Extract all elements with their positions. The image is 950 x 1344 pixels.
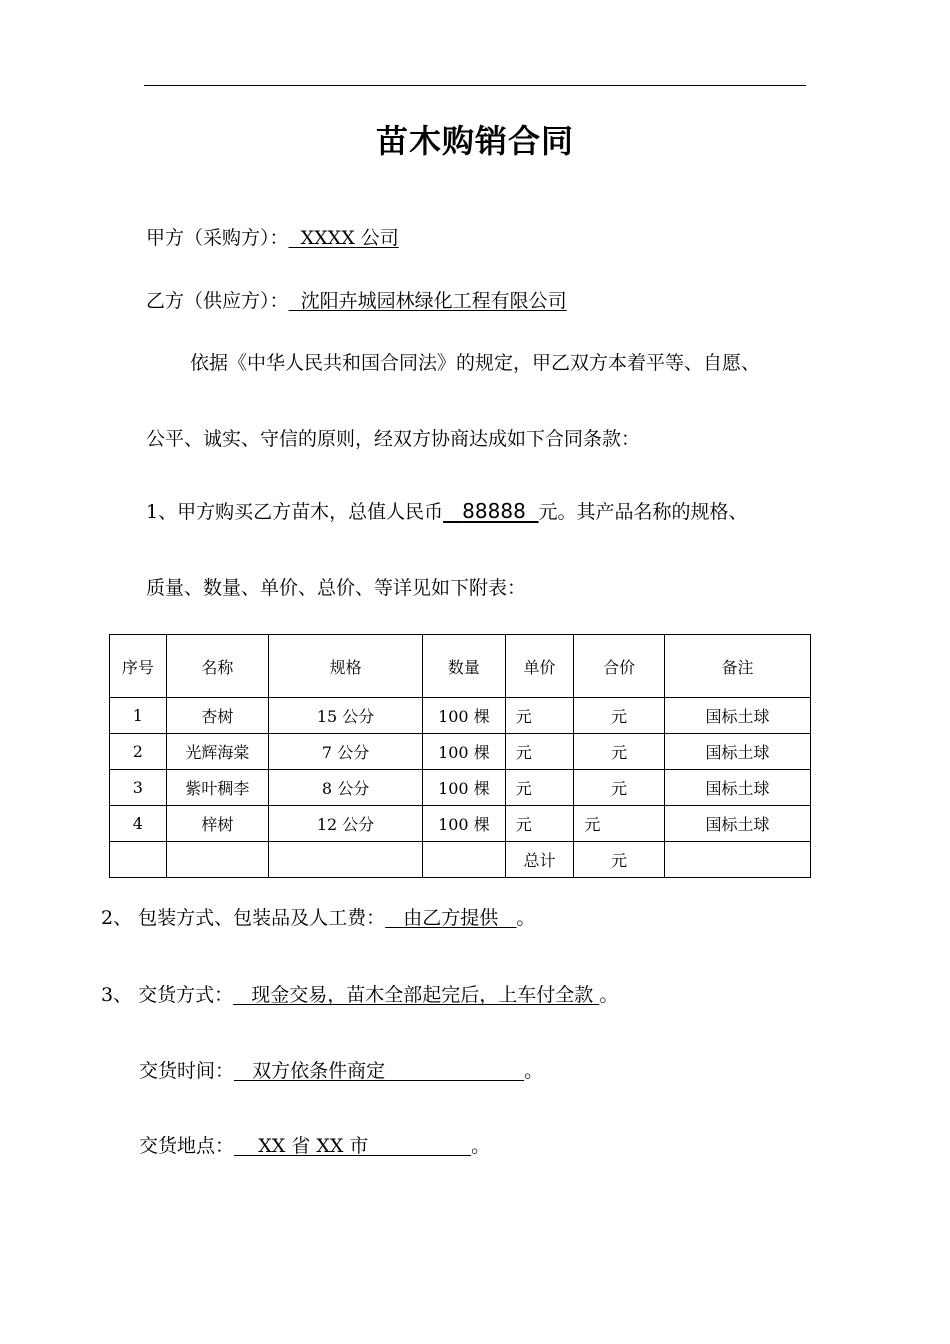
table-cell: 3 [110, 770, 167, 806]
table-cell: 8 公分 [269, 770, 423, 806]
table-header-row [110, 635, 811, 698]
table-cell: 杏树 [166, 698, 268, 734]
table-cell [423, 842, 506, 878]
table-cell: 1 [110, 698, 167, 734]
clause-2-prefix: 2、 包装方式、包装品及人工费： [101, 907, 386, 929]
table-cell: 15 公分 [269, 698, 423, 734]
table-total-row [110, 842, 811, 878]
party-b-line [146, 288, 567, 314]
table-row [110, 698, 811, 734]
table-cell: 4 [110, 806, 167, 842]
table-cell: 元 [574, 734, 665, 770]
delivery-place-line [139, 1133, 490, 1159]
table-cell [110, 842, 167, 878]
table-cell: 元 [505, 770, 574, 806]
clause-3-line [101, 982, 618, 1008]
goods-table [109, 634, 811, 878]
total-value: 元 [574, 842, 665, 878]
clause-2-value: 由乙方提供 [403, 907, 499, 929]
table-cell: 元 [505, 806, 574, 842]
table-cell: 元 [574, 770, 665, 806]
party-b-value: 沈阳卉城园林绿化工程有限公司 [300, 290, 567, 312]
table-cell [166, 842, 268, 878]
table-cell: 紫叶稠李 [166, 770, 268, 806]
header-cell: 规格 [269, 635, 423, 698]
table-cell: 光辉海棠 [166, 734, 268, 770]
table-cell: 国标土球 [664, 806, 810, 842]
table-cell: 国标土球 [664, 698, 810, 734]
table-row [110, 770, 811, 806]
table-row [110, 734, 811, 770]
header-cell: 合价 [574, 635, 665, 698]
delivery-time-suffix: 。 [524, 1060, 544, 1082]
table-cell: 100 棵 [423, 770, 506, 806]
table-cell: 12 公分 [269, 806, 423, 842]
clause-1-suffix: 元。其产品名称的规格、 [538, 501, 748, 523]
clause-3-value: 现金交易，苗木全部起完后，上车付全款 [251, 984, 594, 1006]
header-cell: 单价 [505, 635, 574, 698]
table-cell: 国标土球 [664, 770, 810, 806]
clause-3-suffix: 。 [599, 984, 619, 1006]
table-cell: 7 公分 [269, 734, 423, 770]
delivery-place-value: XX 省 XX 市 [258, 1135, 369, 1157]
clause-1-line-1 [146, 498, 748, 525]
document-title: 苗木购销合同 [375, 122, 574, 160]
header-cell: 序号 [110, 635, 167, 698]
total-label: 总计 [505, 842, 574, 878]
delivery-time-line [139, 1058, 543, 1084]
clause-1-prefix: 1、甲方购买乙方苗木，总值人民币 [146, 501, 444, 523]
table-row [110, 806, 811, 842]
table-cell: 2 [110, 734, 167, 770]
delivery-time-value: 双方依条件商定 [252, 1060, 386, 1082]
intro-line-1: 依据《中华人民共和国合同法》的规定，甲乙双方本着平等、自愿、 [190, 352, 761, 374]
table-cell: 元 [574, 698, 665, 734]
table-cell [664, 842, 810, 878]
table-cell: 元 [505, 698, 574, 734]
delivery-place-suffix: 。 [471, 1135, 491, 1157]
delivery-time-label: 交货时间： [139, 1060, 235, 1082]
intro-line-2: 公平、诚实、守信的原则，经双方协商达成如下合同条款： [146, 428, 641, 450]
clause-2-suffix: 。 [516, 907, 536, 929]
header-cell: 名称 [166, 635, 268, 698]
header-cell: 备注 [664, 635, 810, 698]
clause-1-amount: 88888 [462, 499, 526, 523]
table-cell [269, 842, 423, 878]
party-a-label: 甲方（采购方）： [146, 227, 289, 249]
table-cell: 100 棵 [423, 806, 506, 842]
clause-1-line-2: 质量、数量、单价、总价、等详见如下附表： [146, 577, 527, 599]
header-rule [144, 85, 806, 86]
clause-2-line [101, 905, 535, 931]
clause-3-prefix: 3、 交货方式： [101, 984, 234, 1006]
party-b-label: 乙方（供应方）： [146, 290, 289, 312]
header-cell: 数量 [423, 635, 506, 698]
table-cell: 梓树 [166, 806, 268, 842]
table-cell: 100 棵 [423, 734, 506, 770]
table-cell: 元 [505, 734, 574, 770]
table-cell: 100 棵 [423, 698, 506, 734]
party-a-line [146, 225, 399, 251]
delivery-place-label: 交货地点： [139, 1135, 235, 1157]
table-cell: 元 [574, 806, 665, 842]
table-cell: 国标土球 [664, 734, 810, 770]
party-a-value: XXXX 公司 [300, 227, 399, 249]
